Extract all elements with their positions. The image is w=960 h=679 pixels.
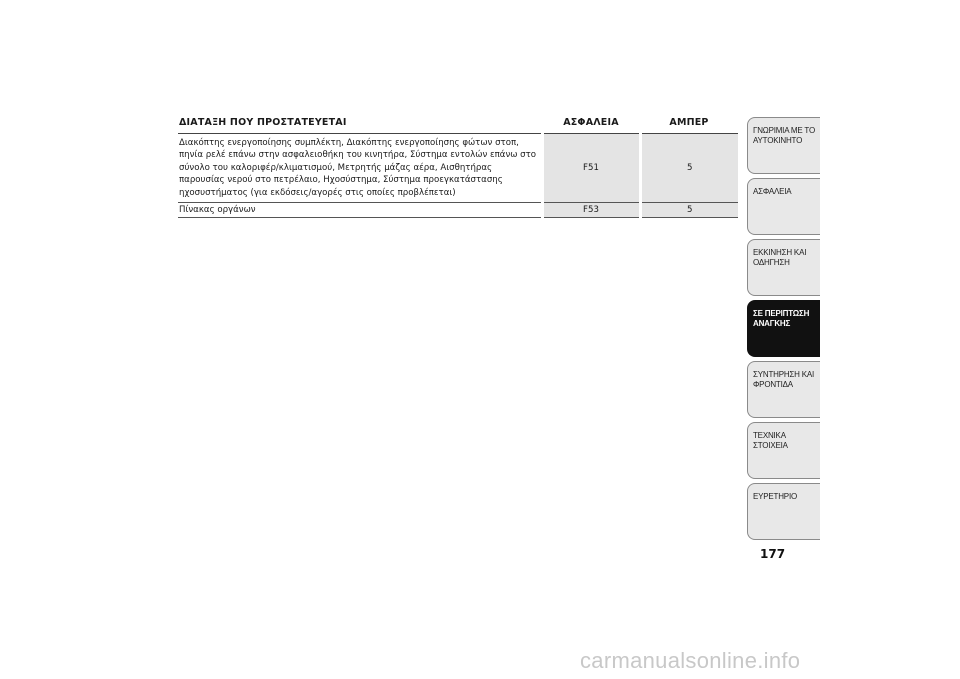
tab-label: ΤΕΧΝΙΚΑ ΣΤΟΙΧΕΙΑ bbox=[753, 431, 788, 450]
table-row bbox=[178, 134, 738, 203]
watermark: carmanualsonline.info bbox=[580, 648, 801, 673]
tab-label: ΓΝΩΡΙΜΙΑ ΜΕ ΤΟ ΑΥΤΟΚΙΝΗΤΟ bbox=[753, 126, 815, 145]
row-ampere: 5 bbox=[640, 203, 738, 218]
header-fuse: ΑΣΦΑΛΕΙΑ bbox=[542, 114, 640, 134]
tab-maintenance[interactable] bbox=[747, 361, 820, 418]
row-fuse: F51 bbox=[542, 134, 640, 203]
tab-technical-data[interactable] bbox=[747, 422, 820, 479]
section-tabs bbox=[747, 117, 820, 544]
row-fuse: F53 bbox=[542, 203, 640, 218]
header-ampere: ΑΜΠΕΡ bbox=[640, 114, 738, 134]
row-description: Διακόπτης ενεργοποίησης συμπλέκτη, Διακόπτης ενεργοποίησης φώτων στοπ, πηνία ρελέ επάνω στην ασφαλειοθήκη του κινητήρα, Σύστημα εντολών επάνω στο σύνολο του καλοριφέρ/κλιματισμού, Μετρητής μάζας αέρα, Αισθητήρας παρουσίας νερού στο πετρέλαιο, Ηχοσύστημα, Σύστημα προεγκατάστασης ηχοσυστήματος (για εκδόσεις/αγορές στις οποίες προβλέπεται) bbox=[178, 134, 542, 203]
tab-label: ΣΥΝΤΗΡΗΣΗ ΚΑΙ ΦΡΟΝΤΙΔΑ bbox=[753, 370, 815, 389]
tab-label: ΑΣΦΑΛΕΙΑ bbox=[753, 187, 792, 196]
tab-starting-driving[interactable] bbox=[747, 239, 820, 296]
row-description: Πίνακας οργάνων bbox=[178, 203, 542, 218]
tab-label: ΕΥΡΕΤΗΡΙΟ bbox=[753, 492, 797, 501]
table-row bbox=[178, 203, 738, 218]
page-number: 177 bbox=[760, 547, 786, 561]
fuse-table bbox=[178, 114, 738, 218]
tab-index[interactable] bbox=[747, 483, 820, 540]
tab-emergency[interactable] bbox=[747, 300, 820, 357]
table-header-row bbox=[178, 114, 738, 134]
tab-label: ΣΕ ΠΕΡΙΠΤΩΣΗ ΑΝΑΓΚΗΣ bbox=[753, 309, 810, 328]
row-ampere: 5 bbox=[640, 134, 738, 203]
tab-getting-to-know[interactable] bbox=[747, 117, 820, 174]
header-protected-device: ΔΙΑΤΑΞΗ ΠΟΥ ΠΡΟΣΤΑΤΕΥΕΤΑΙ bbox=[178, 114, 542, 134]
tab-safety[interactable] bbox=[747, 178, 820, 235]
tab-label: ΕΚΚΙΝΗΣΗ ΚΑΙ ΟΔΗΓΗΣΗ bbox=[753, 248, 807, 267]
